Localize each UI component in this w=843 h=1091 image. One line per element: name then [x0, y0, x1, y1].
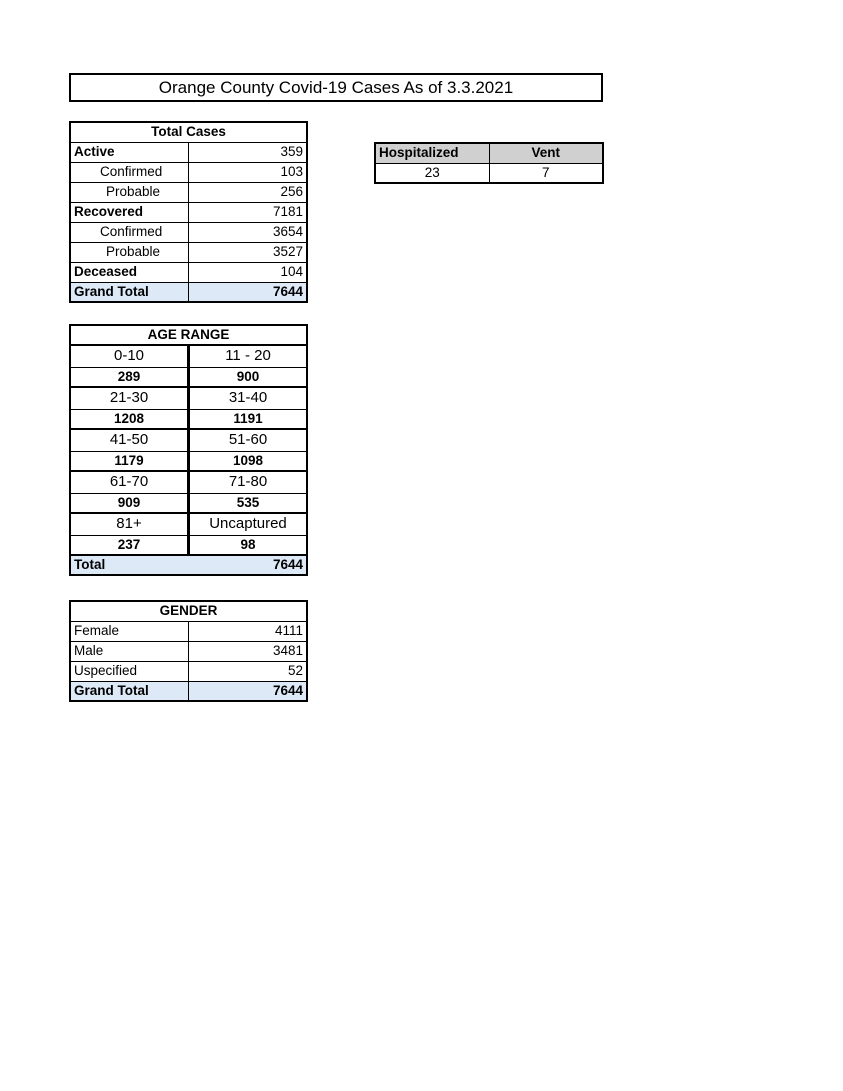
grand-total-value: 7644 — [188, 282, 307, 302]
age-range-value: 535 — [189, 493, 308, 513]
age-value-row — [70, 409, 307, 429]
grand-total-label: Grand Total — [70, 282, 188, 302]
table-row — [70, 262, 307, 282]
row-label: Confirmed — [70, 222, 188, 242]
row-value: 4111 — [188, 621, 307, 641]
age-total-row — [70, 555, 307, 575]
age-range-label: 61-70 — [70, 471, 189, 493]
total-cases-header: Total Cases — [70, 122, 307, 142]
age-range-row — [70, 345, 307, 367]
age-range-value: 98 — [189, 535, 308, 555]
age-total-value: 7644 — [189, 555, 308, 575]
hospitalized-table — [374, 142, 604, 184]
row-label: Confirmed — [70, 162, 188, 182]
age-range-value: 1098 — [189, 451, 308, 471]
table-row — [70, 162, 307, 182]
age-range-value: 237 — [70, 535, 189, 555]
age-range-label: 21-30 — [70, 387, 189, 409]
total-cases-table — [69, 121, 308, 303]
table-row — [70, 641, 307, 661]
row-label: Active — [70, 142, 188, 162]
vent-header: Vent — [489, 143, 603, 163]
age-range-label: 31-40 — [189, 387, 308, 409]
table-row — [70, 182, 307, 202]
row-value: 104 — [188, 262, 307, 282]
table-row — [70, 142, 307, 162]
age-value-row — [70, 451, 307, 471]
age-total-label: Total — [70, 555, 189, 575]
grand-total-row — [70, 681, 307, 701]
age-range-label: 11 - 20 — [189, 345, 308, 367]
row-label: Probable — [70, 242, 188, 262]
age-range-label: 0-10 — [70, 345, 189, 367]
row-value: 3654 — [188, 222, 307, 242]
row-label: Male — [70, 641, 188, 661]
row-label: Female — [70, 621, 188, 641]
table-row — [70, 202, 307, 222]
age-range-row — [70, 429, 307, 451]
age-range-label: 51-60 — [189, 429, 308, 451]
table-row — [70, 242, 307, 262]
age-value-row — [70, 493, 307, 513]
age-range-row — [70, 513, 307, 535]
age-value-row — [70, 535, 307, 555]
age-value-row — [70, 367, 307, 387]
age-range-label: 81+ — [70, 513, 189, 535]
age-range-label: 41-50 — [70, 429, 189, 451]
page-title: Orange County Covid-19 Cases As of 3.3.2021 — [69, 73, 603, 102]
grand-total-value: 7644 — [188, 681, 307, 701]
grand-total-row — [70, 282, 307, 302]
row-label: Deceased — [70, 262, 188, 282]
vent-value: 7 — [489, 163, 603, 183]
row-value: 256 — [188, 182, 307, 202]
row-label: Uspecified — [70, 661, 188, 681]
table-row — [70, 661, 307, 681]
age-range-label: Uncaptured — [189, 513, 308, 535]
table-row — [70, 222, 307, 242]
row-value: 103 — [188, 162, 307, 182]
grand-total-label: Grand Total — [70, 681, 188, 701]
age-range-row — [70, 387, 307, 409]
hospitalized-value: 23 — [375, 163, 489, 183]
age-range-header: AGE RANGE — [70, 325, 307, 345]
age-range-value: 1208 — [70, 409, 189, 429]
age-range-value: 289 — [70, 367, 189, 387]
row-value: 359 — [188, 142, 307, 162]
gender-table — [69, 600, 308, 702]
row-label: Recovered — [70, 202, 188, 222]
age-range-value: 909 — [70, 493, 189, 513]
row-value: 3527 — [188, 242, 307, 262]
row-label: Probable — [70, 182, 188, 202]
gender-header: GENDER — [70, 601, 307, 621]
age-range-table — [69, 324, 308, 576]
row-value: 3481 — [188, 641, 307, 661]
age-range-value: 1191 — [189, 409, 308, 429]
hospitalized-header: Hospitalized — [375, 143, 489, 163]
table-row — [70, 621, 307, 641]
age-range-row — [70, 471, 307, 493]
row-value: 7181 — [188, 202, 307, 222]
age-range-value: 1179 — [70, 451, 189, 471]
age-range-value: 900 — [189, 367, 308, 387]
row-value: 52 — [188, 661, 307, 681]
age-range-label: 71-80 — [189, 471, 308, 493]
